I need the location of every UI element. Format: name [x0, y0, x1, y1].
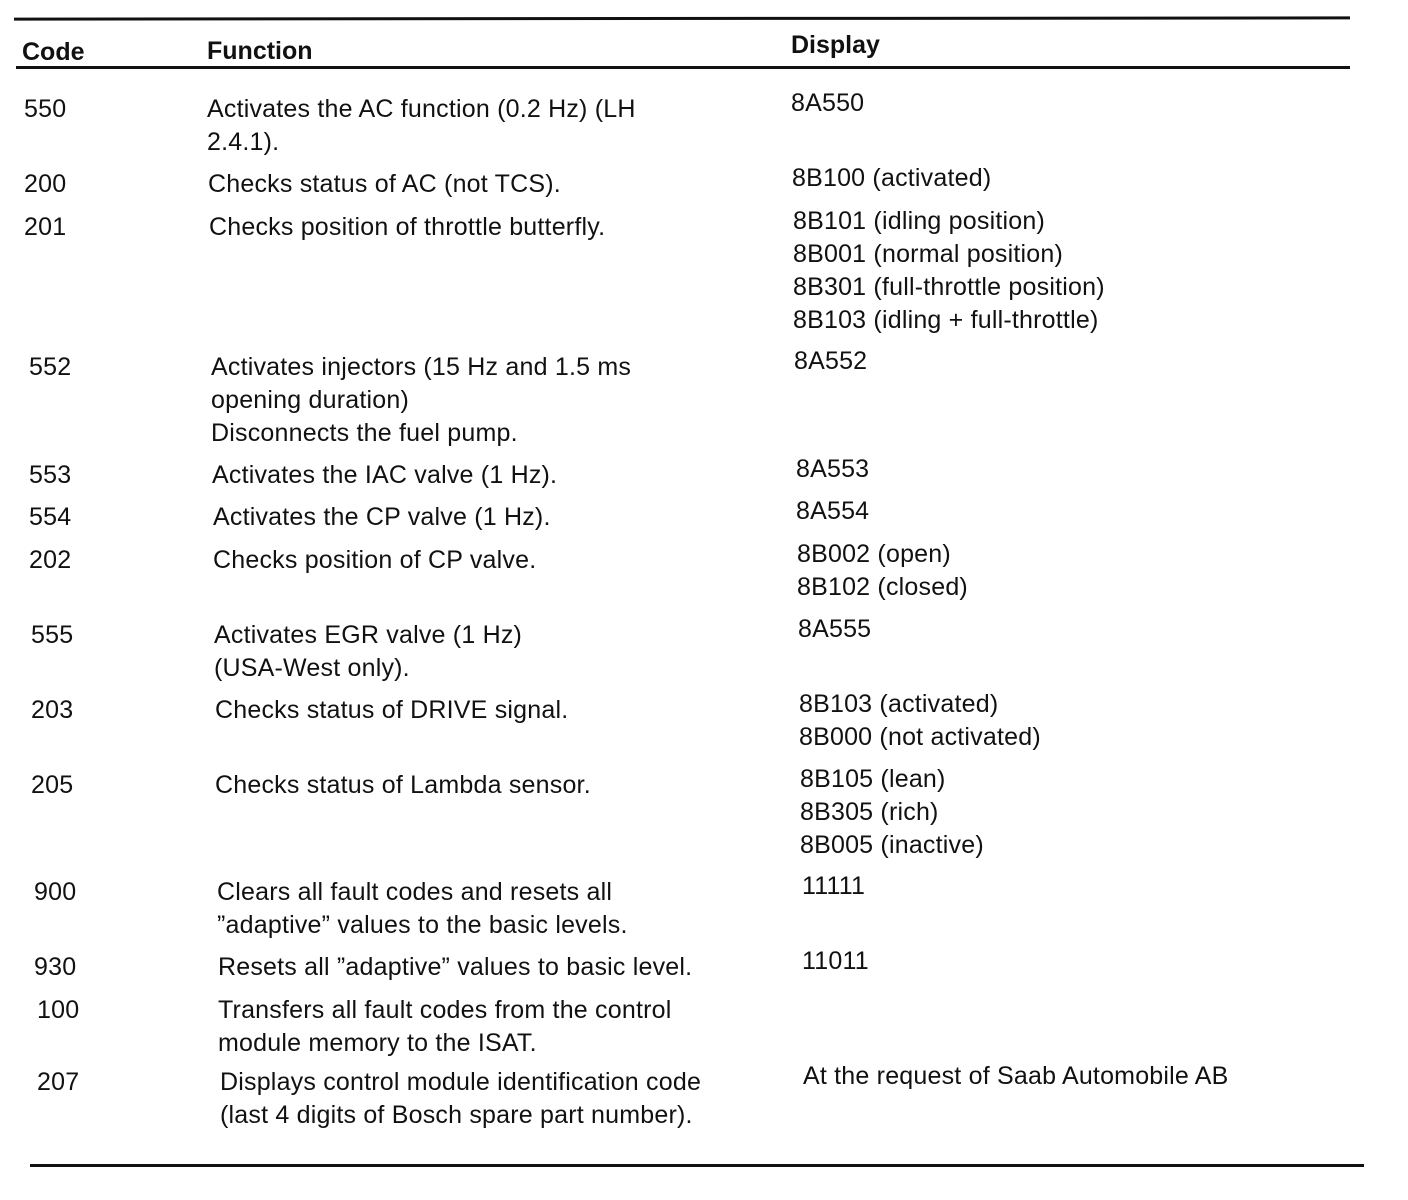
- row-code: 930: [34, 953, 77, 981]
- function-line: Transfers all fault codes from the control: [218, 996, 672, 1024]
- display-line: 8B005 (inactive): [800, 831, 984, 859]
- function-line: Disconnects the fuel pump.: [211, 419, 518, 447]
- row-display: [794, 345, 867, 378]
- row-code: 202: [29, 546, 72, 574]
- row-function: [211, 351, 631, 450]
- display-line: 8B100 (activated): [792, 164, 992, 192]
- function-line: Checks position of throttle butterfly.: [209, 213, 606, 241]
- row-code: 205: [31, 771, 74, 799]
- function-line: Activates the IAC valve (1 Hz).: [212, 461, 558, 489]
- display-line: 8B103 (idling + full-throttle): [793, 306, 1099, 334]
- function-line: Checks position of CP valve.: [213, 546, 537, 574]
- top-rule: [14, 16, 1350, 20]
- row-display: [796, 495, 869, 528]
- display-line: 8A552: [794, 347, 868, 375]
- row-function: [213, 544, 536, 577]
- function-line: Clears all fault codes and resets all: [217, 878, 613, 906]
- display-line: 8A555: [798, 615, 872, 643]
- row-code: 203: [31, 696, 74, 724]
- function-line: 2.4.1).: [207, 128, 280, 156]
- row-code: 207: [37, 1068, 80, 1096]
- row-code: 553: [29, 461, 72, 489]
- row-function: [217, 876, 628, 942]
- display-line: 8A550: [791, 89, 865, 117]
- row-function: [215, 694, 568, 727]
- row-function: [212, 459, 557, 492]
- row-function: [213, 501, 551, 534]
- function-line: Checks status of DRIVE signal.: [215, 696, 569, 724]
- function-line: Activates EGR valve (1 Hz): [214, 621, 523, 649]
- header-rule: [16, 66, 1350, 69]
- function-line: Displays control module identification code: [220, 1068, 702, 1096]
- row-code: 900: [34, 878, 77, 906]
- display-line: 8A554: [796, 497, 870, 525]
- display-line: 11111: [802, 872, 866, 900]
- display-line: 8A553: [796, 455, 870, 483]
- row-code: 550: [24, 95, 67, 123]
- row-function: [208, 168, 561, 201]
- row-code: 100: [37, 996, 80, 1024]
- header-code: Code: [22, 38, 85, 66]
- function-line: module memory to the ISAT.: [218, 1029, 537, 1057]
- row-function: [218, 994, 672, 1060]
- function-line: Checks status of Lambda sensor.: [215, 771, 591, 799]
- row-code: 201: [24, 213, 67, 241]
- display-line: 8B002 (open): [797, 540, 951, 568]
- row-display: [798, 613, 871, 646]
- function-line: Checks status of AC (not TCS).: [208, 170, 561, 198]
- display-line: 8B103 (activated): [799, 690, 999, 718]
- display-line: 8B301 (full-throttle position): [793, 273, 1105, 301]
- row-display: [800, 763, 984, 862]
- row-code: 200: [24, 170, 67, 198]
- function-line: Resets all ”adaptive” values to basic level.: [218, 953, 693, 981]
- row-display: [792, 162, 991, 195]
- row-code: 554: [29, 503, 72, 531]
- display-line: At the request of Saab Automobile AB: [803, 1062, 1229, 1090]
- row-display: [802, 870, 865, 903]
- row-function: [207, 93, 636, 159]
- header-function: Function: [207, 37, 313, 65]
- display-line: 11011: [802, 947, 869, 975]
- row-display: [799, 688, 1041, 754]
- row-function: [218, 951, 692, 984]
- row-display: [793, 205, 1105, 337]
- function-line: Activates injectors (15 Hz and 1.5 ms: [211, 353, 632, 381]
- display-line: 8B001 (normal position): [793, 240, 1064, 268]
- display-line: 8B000 (not activated): [799, 723, 1041, 751]
- row-display: [802, 945, 869, 978]
- row-display: [797, 538, 968, 604]
- display-line: 8B105 (lean): [800, 765, 946, 793]
- display-line: 8B102 (closed): [797, 573, 968, 601]
- row-function: [220, 1066, 701, 1132]
- function-line: ”adaptive” values to the basic levels.: [217, 911, 628, 939]
- row-code: 552: [29, 353, 72, 381]
- function-line: Activates the CP valve (1 Hz).: [213, 503, 551, 531]
- row-display: [791, 87, 864, 120]
- function-line: opening duration): [211, 386, 409, 414]
- function-line: (last 4 digits of Bosch spare part number).: [220, 1101, 693, 1129]
- display-line: 8B101 (idling position): [793, 207, 1045, 235]
- row-function: [215, 769, 591, 802]
- row-function: [209, 211, 605, 244]
- bottom-rule: [30, 1164, 1364, 1167]
- row-display: [796, 453, 869, 486]
- display-line: 8B305 (rich): [800, 798, 939, 826]
- row-display: [803, 1060, 1229, 1093]
- function-line: (USA-West only).: [214, 654, 410, 682]
- header-display: Display: [791, 31, 880, 59]
- row-function: [214, 619, 522, 685]
- function-line: Activates the AC function (0.2 Hz) (LH: [207, 95, 636, 123]
- row-code: 555: [31, 621, 74, 649]
